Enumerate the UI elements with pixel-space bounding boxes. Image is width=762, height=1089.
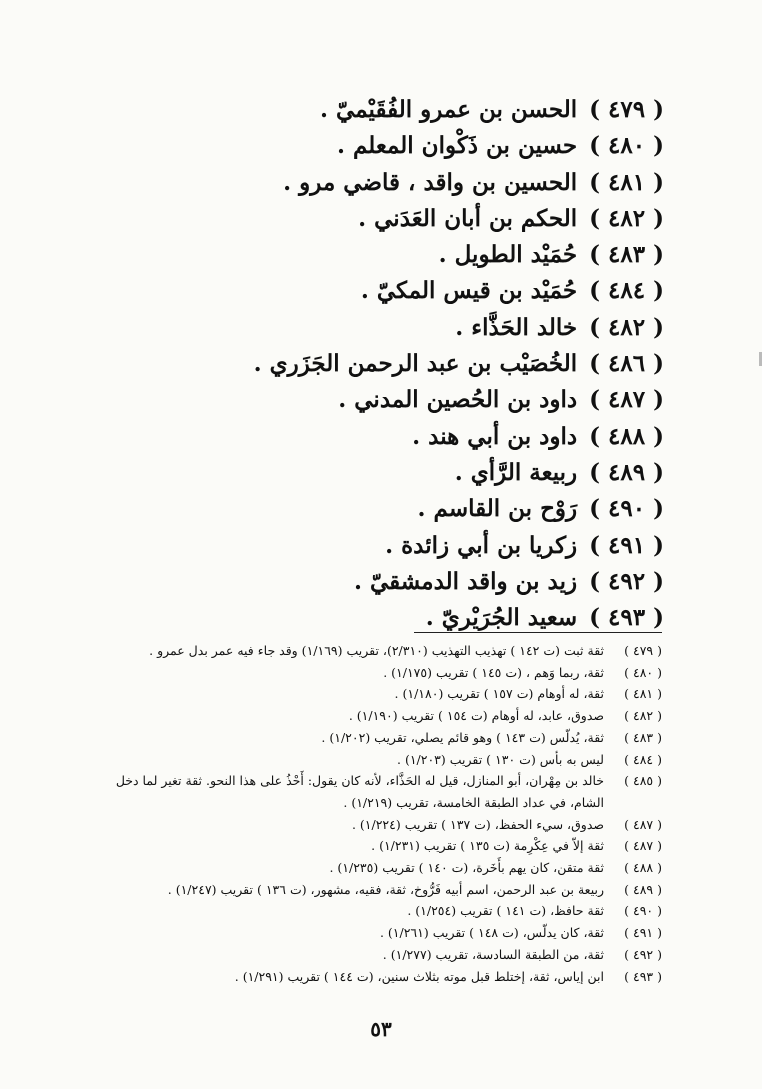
entry-number: ( ٤٨٨ ) bbox=[589, 422, 664, 450]
narrator-name: الحكم بن أبان العَدَني . bbox=[358, 204, 578, 232]
entry-number: ( ٤٩١ ) bbox=[589, 531, 664, 559]
narrator-name: سعيد الجُرَيْريّ . bbox=[425, 604, 578, 632]
footnote bbox=[102, 922, 662, 944]
narrator-entry bbox=[234, 310, 664, 346]
narrator-name: زيد بن واقد الدمشقيّ . bbox=[353, 567, 578, 595]
entry-number: ( ٤٨٩ ) bbox=[589, 458, 664, 486]
narrator-entry bbox=[234, 273, 664, 309]
footnote-number: ( ٤٩٠ ) bbox=[624, 903, 662, 919]
narrator-name: ربيعة الرَّأي . bbox=[454, 458, 578, 486]
footnote-text: ثقة ثبت (ت ١٤٢ ) تهذيب التهذيب (٢/٣١٠)، تقريب (١/١٦٩) وقد جاء فيه عمر بدل عمرو . bbox=[149, 643, 604, 658]
footnote-text: ثقة حافظ، (ت ١٤١ ) تقريب (١/٢٥٤) . bbox=[407, 903, 604, 919]
entry-number: ( ٤٩٢ ) bbox=[589, 567, 664, 595]
narrator-entry bbox=[234, 455, 664, 491]
entry-number: ( ٤٧٩ ) bbox=[589, 96, 664, 123]
footnote-number: ( ٤٨٤ ) bbox=[624, 751, 662, 767]
narrator-name: داود بن الحُصين المدني . bbox=[338, 386, 578, 414]
footnote-text: ابن إياس، ثقة، إختلط قبل موته بثلاث سنين، (ت ١٤٤ ) تقريب (١/٢٩١) . bbox=[234, 968, 604, 984]
footnote bbox=[102, 749, 662, 771]
footnote-text: ربيعة بن عبد الرحمن، اسم أبيه فَرُّوخ، ثقة، فقيه، مشهور، (ت ١٣٦ ) تقريب (١/٢٤٧) . bbox=[167, 881, 604, 897]
footnote-number: ( ٤٨٣ ) bbox=[624, 729, 662, 745]
footnote-number: ( ٤٨٩ ) bbox=[624, 881, 662, 897]
footnote-number: ( ٤٩٣ ) bbox=[624, 968, 662, 984]
entry-number: ( ٤٨٦ ) bbox=[589, 350, 664, 378]
footnote bbox=[102, 966, 662, 988]
narrator-entry bbox=[234, 491, 664, 527]
narrator-name: حُمَيْد الطويل . bbox=[438, 241, 578, 269]
footnote-number: ( ٤٨٢ ) bbox=[624, 708, 662, 724]
entry-number: ( ٤٨٠ ) bbox=[589, 132, 664, 160]
narrator-entry bbox=[234, 528, 664, 564]
narrator-name: خالد الحَذَّاء . bbox=[455, 313, 578, 341]
footnote-text: صدوق، سيء الحفظ، (ت ١٣٧ ) تقريب (١/٢٢٤) . bbox=[351, 816, 604, 832]
footnote bbox=[102, 857, 662, 879]
narrator-name: رَوْح بن القاسم . bbox=[417, 495, 578, 523]
narrator-entry bbox=[234, 382, 664, 418]
footnote-text: ثقة، له أوهام (ت ١٥٧ ) تقريب (١/١٨٠) . bbox=[394, 686, 604, 702]
narrator-name: حُمَيْد بن قيس المكيّ . bbox=[360, 277, 578, 305]
footnote-text: ثقة، يُدلّس (ت ١٤٣ ) وهو قائم يصلي، تقريب (١/٢٠٢) . bbox=[321, 729, 604, 745]
footnote bbox=[102, 705, 662, 727]
footnote bbox=[102, 727, 662, 749]
footnote-number: ( ٤٨٨ ) bbox=[624, 860, 662, 876]
footnote-number: ( ٤٨٧ ) bbox=[624, 816, 662, 832]
footnote-separator bbox=[414, 632, 662, 633]
footnote bbox=[102, 683, 662, 705]
footnote-text: خالد بن مِهْران، أبو المنازل، قيل له الحَذَّاء، لأنه كان يقول: أَحْذُ على هذا النحو. ثقة تغير لما دخل الشام، في عداد الطبقة الخامسة، تقريب (١/٢١٩) . bbox=[115, 773, 604, 810]
footnote bbox=[102, 944, 662, 966]
narrator-entry bbox=[234, 165, 664, 201]
footnote-number: ( ٤٨٠ ) bbox=[624, 664, 662, 680]
narrator-name: حسين بن ذَكْوان المعلم . bbox=[336, 132, 578, 160]
entry-number: ( ٤٨٣ ) bbox=[589, 241, 664, 269]
footnote-number: ( ٤٧٩ ) bbox=[624, 643, 662, 658]
footnote bbox=[102, 814, 662, 836]
footnote-number: ( ٤٨٥ ) bbox=[624, 773, 662, 789]
narrator-name: داود بن أبي هند . bbox=[412, 422, 578, 450]
entry-number: ( ٤٩٣ ) bbox=[589, 604, 664, 632]
footnote-text: ليس به بأس (ت ١٣٠ ) تقريب (١/٢٠٣) . bbox=[397, 751, 604, 767]
narrator-entry bbox=[234, 419, 664, 455]
page-number: ٥٣ bbox=[370, 1017, 392, 1041]
entry-number: ( ٤٩٠ ) bbox=[589, 495, 664, 523]
entry-number: ( ٤٨٤ ) bbox=[589, 277, 664, 305]
footnote-text: صدوق، عابد، له أوهام (ت ١٥٤ ) تقريب (١/١٩٠) . bbox=[348, 708, 604, 724]
footnote bbox=[102, 900, 662, 922]
footnote-number: ( ٤٩١ ) bbox=[624, 925, 662, 941]
footnote-text: ثقة، من الطبقة السادسة، تقريب (١/٢٧٧) . bbox=[382, 946, 604, 962]
narrator-name: زكريا بن أبي زائدة . bbox=[385, 531, 578, 559]
footnote bbox=[102, 662, 662, 684]
narrator-name: الحسين بن واقد ، قاضي مرو . bbox=[283, 168, 578, 196]
footnote-text: ثقة إلاّ في عِكْرِمة (ت ١٣٥ ) تقريب (١/٢٣١) . bbox=[371, 838, 604, 854]
footnote bbox=[102, 640, 662, 662]
footnotes bbox=[102, 640, 662, 987]
narrator-entry bbox=[234, 237, 664, 273]
footnote-text: ثقة، كان يدلّس، (ت ١٤٨ ) تقريب (١/٢٦١) . bbox=[379, 925, 604, 941]
footnote bbox=[102, 770, 662, 813]
narrator-entry bbox=[234, 564, 664, 600]
footnote-number: ( ٤٨٧ ) bbox=[624, 838, 662, 854]
footnote-text: ثقة متقن، كان يهم بأَخَرة، (ت ١٤٠ ) تقريب (١/٢٣٥) . bbox=[329, 860, 604, 876]
narrator-entry bbox=[234, 201, 664, 237]
narrator-entry bbox=[234, 92, 664, 128]
entry-number: ( ٤٨٢ ) bbox=[589, 313, 664, 341]
narrator-entry bbox=[234, 128, 664, 164]
footnote-number: ( ٤٨١ ) bbox=[624, 686, 662, 702]
narrator-name: الحسن بن عمرو الفُقَيْميّ . bbox=[320, 96, 578, 123]
narrator-name: الخُصَيْب بن عبد الرحمن الجَزَري . bbox=[253, 350, 578, 378]
footnote-text: ثقة، ربما وَهم ، (ت ١٤٥ ) تقريب (١/١٧٥) . bbox=[383, 664, 604, 680]
narrator-list bbox=[234, 92, 664, 636]
narrator-entry bbox=[234, 346, 664, 382]
entry-number: ( ٤٨١ ) bbox=[589, 168, 664, 196]
footnote bbox=[102, 835, 662, 857]
entry-number: ( ٤٨٢ ) bbox=[589, 204, 664, 232]
narrator-entry bbox=[234, 600, 664, 636]
footnote bbox=[102, 879, 662, 901]
entry-number: ( ٤٨٧ ) bbox=[589, 386, 664, 414]
footnote-number: ( ٤٩٢ ) bbox=[624, 946, 662, 962]
